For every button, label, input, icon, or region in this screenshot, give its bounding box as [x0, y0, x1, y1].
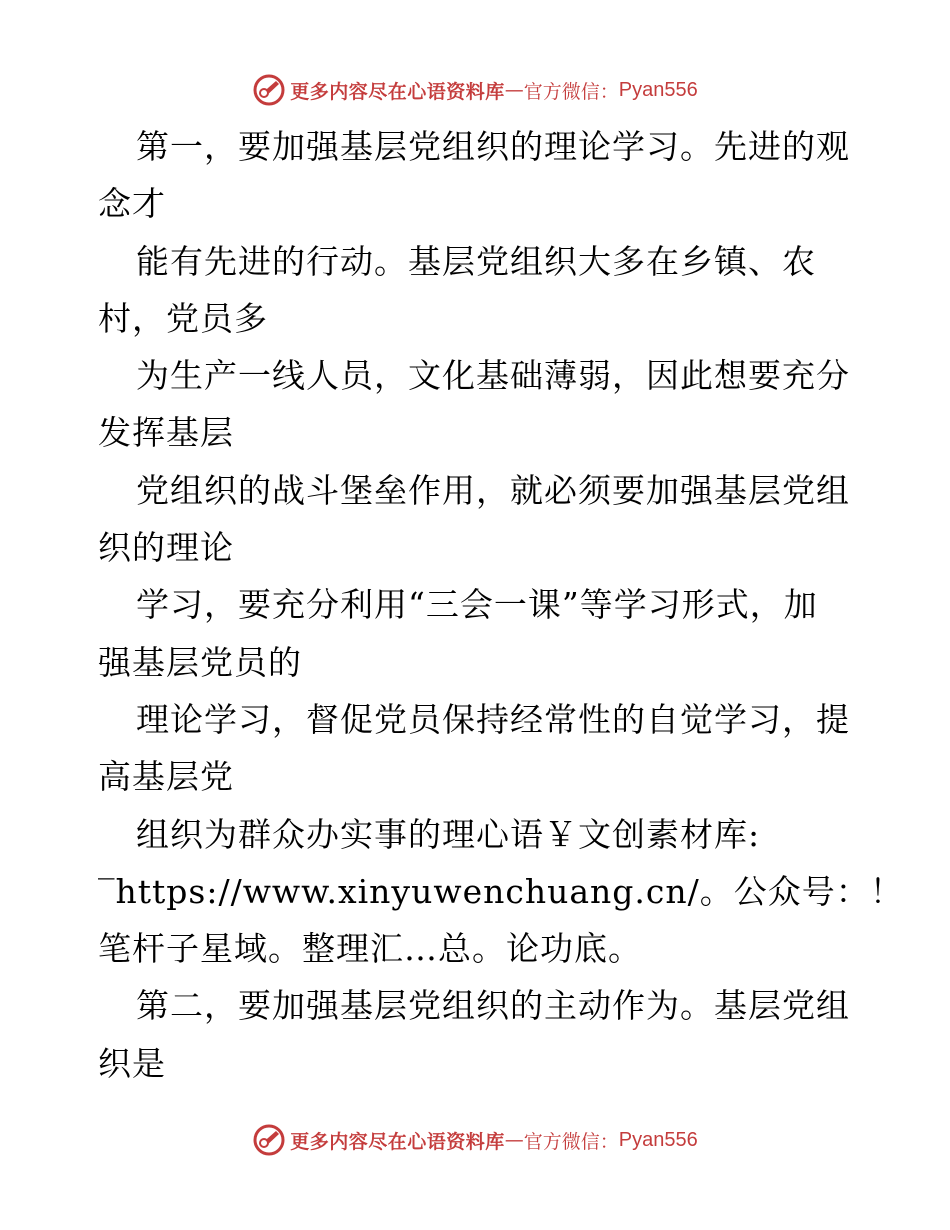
text-line: 强基层党员的: [98, 642, 302, 682]
text-line: 笔杆子星域。整理汇…总。论功底。: [98, 929, 642, 969]
text-line: 村，党员多: [98, 298, 268, 338]
banner-wechat-id: Pyan556: [618, 1128, 698, 1151]
text-line: 理论学习，督促党员保持经常性的自觉学习，提: [136, 699, 850, 739]
brand-logo-icon: [252, 73, 286, 107]
banner-text: 更多内容尽在心语资料库: [290, 80, 505, 103]
banner-wechat-label: 官方微信：: [523, 80, 619, 103]
text-line: 第一，要加强基层党组织的理论学习。先进的观: [136, 127, 850, 166]
banner-wechat-label: 官方微信：: [523, 1130, 619, 1153]
text-line: ‾https://www.xinyuwenchuang.cn/。公众号：！: [98, 871, 904, 911]
text-line: 高基层党: [98, 757, 234, 797]
text-line: 第二，要加强基层党组织的主动作为。基层党组: [136, 986, 850, 1026]
text-line: 织是: [98, 1043, 166, 1083]
text-line: 组织为群众办实事的理心语￥文创素材库:: [136, 814, 761, 854]
header-banner: [0, 70, 950, 110]
text-line: 织的理论: [98, 528, 234, 568]
text-line: 为生产一线人员，文化基础薄弱，因此想要充分: [136, 356, 850, 396]
text-line: 念才: [98, 184, 166, 224]
text-line: 能有先进的行动。基层党组织大多在乡镇、农: [136, 241, 816, 281]
banner-dash: —: [504, 79, 524, 101]
text-line: 党组织的战斗堡垒作用，就必须要加强基层党组: [136, 470, 850, 510]
brand-logo-icon: [252, 1123, 286, 1157]
banner-dash: —: [504, 1129, 524, 1151]
text-line: 学习，要充分利用“三会一课”等学习形式，加: [136, 585, 818, 625]
text-line: 发挥基层: [98, 413, 234, 453]
footer-banner: [0, 1120, 950, 1160]
document-body: [98, 118, 904, 1092]
banner-text: 更多内容尽在心语资料库: [290, 1130, 505, 1153]
banner-wechat-id: Pyan556: [618, 78, 698, 101]
